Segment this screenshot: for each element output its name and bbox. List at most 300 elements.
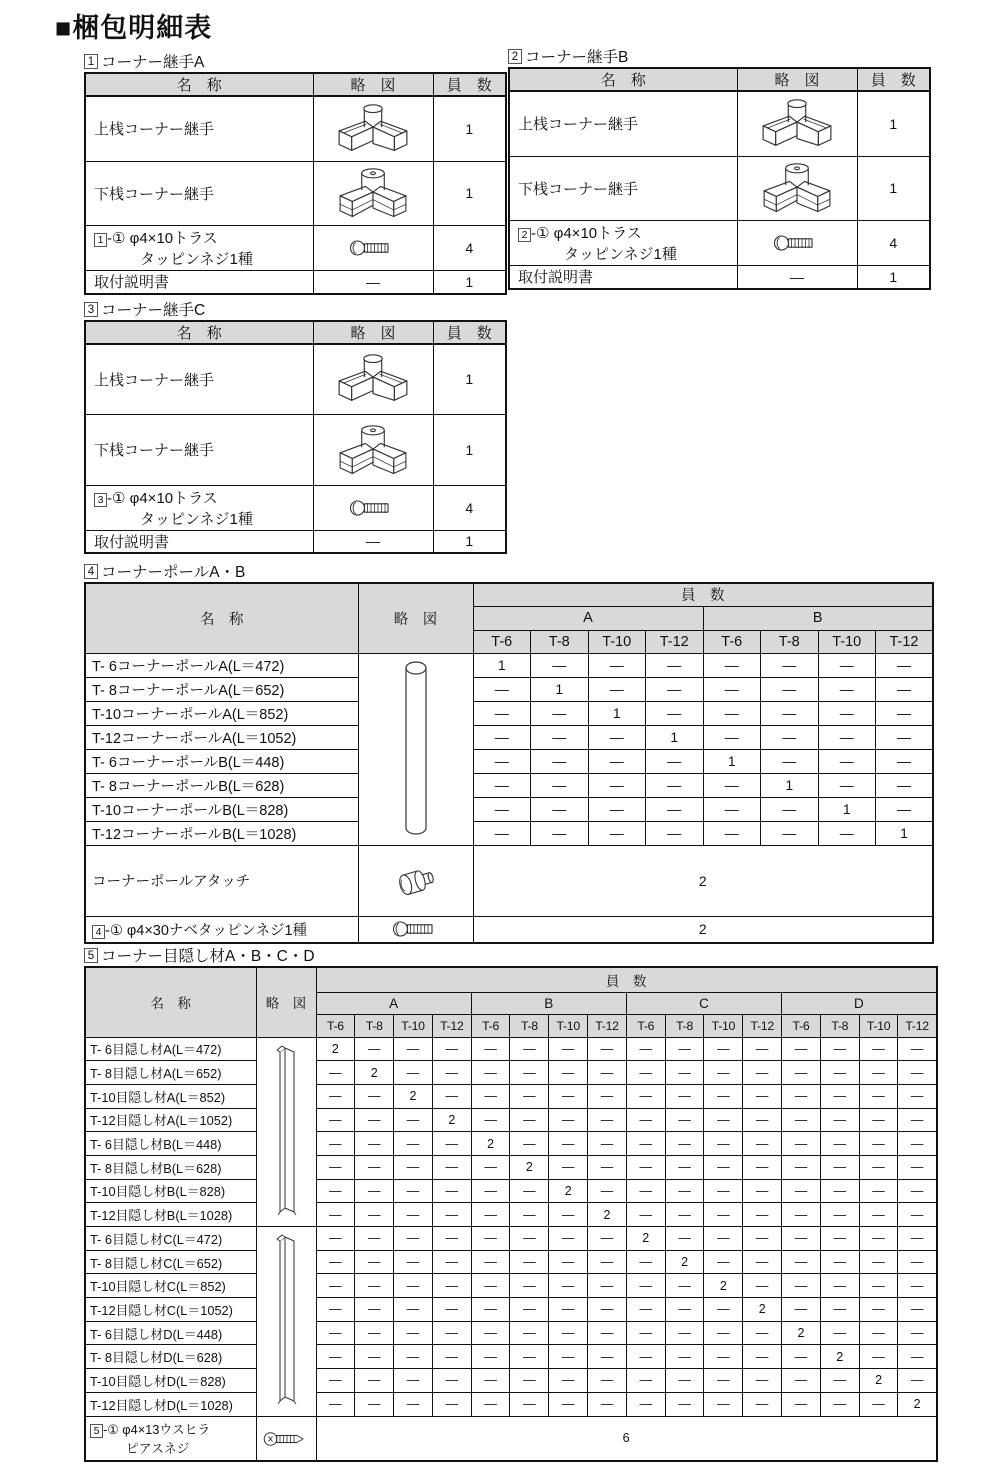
name-header: 名 称 — [85, 967, 256, 1037]
part-name: T-12目隠し材A(L＝1052) — [85, 1108, 256, 1132]
quantity-cell: — — [859, 1298, 898, 1322]
name-header: 名 称 — [85, 321, 313, 344]
quantity-cell: — — [473, 725, 531, 749]
quantity-cell: — — [549, 1203, 588, 1227]
quantity-cell: — — [588, 1369, 627, 1393]
quantity-cell: 1 — [588, 701, 646, 725]
quantity-cell: 2 — [355, 1061, 394, 1085]
table-row — [85, 653, 933, 677]
table-row — [85, 485, 506, 530]
part-name: T-10目隠し材A(L＝852) — [85, 1084, 256, 1108]
section-corner-joint-c — [84, 300, 507, 554]
quantity-cell: — — [471, 1203, 510, 1227]
quantity-cell: — — [820, 1084, 859, 1108]
quantity-cell: — — [665, 1155, 704, 1179]
quantity-cell: — — [549, 1132, 588, 1156]
quantity-cell: — — [743, 1227, 782, 1251]
quantity-cell: — — [510, 1061, 549, 1085]
table-row — [85, 270, 506, 294]
quantity-cell: — — [549, 1061, 588, 1085]
item-number-box: 3 — [94, 493, 107, 507]
quantity-cell: — — [588, 1274, 627, 1298]
group-header: D — [782, 992, 937, 1014]
part-name: T- 8目隠し材D(L＝628) — [85, 1345, 256, 1369]
screw-name-line1: 1 -① φ4×10トラス — [94, 227, 313, 248]
quantity-cell: — — [471, 1227, 510, 1251]
quantity-cell: — — [549, 1345, 588, 1369]
part-name: T- 6目隠し材D(L＝448) — [85, 1321, 256, 1345]
quantity-cell: — — [818, 653, 876, 677]
quantity-cell: — — [876, 773, 934, 797]
quantity-cell: — — [704, 1061, 743, 1085]
quantity-cell: 1 — [433, 414, 506, 485]
table-row — [85, 1345, 937, 1369]
quantity-cell: — — [471, 1108, 510, 1132]
group-header: A — [316, 992, 471, 1014]
table-row — [85, 225, 506, 270]
part-name: 上桟コーナー継手 — [509, 91, 737, 156]
size-header: T-12 — [432, 1014, 471, 1037]
quantity-cell: — — [626, 1203, 665, 1227]
quantity-cell: — — [646, 773, 704, 797]
part-name: 下桟コーナー継手 — [509, 156, 737, 220]
screw-part-name — [85, 485, 313, 530]
size-header: T-8 — [761, 630, 819, 653]
table-row — [85, 1274, 937, 1298]
part-name: T-12コーナーポールB(L＝1028) — [85, 821, 358, 845]
quantity-cell: — — [704, 1179, 743, 1203]
quantity-cell: — — [898, 1132, 937, 1156]
quantity-cell: — — [471, 1155, 510, 1179]
quantity-cell: — — [432, 1274, 471, 1298]
part-name: T- 8コーナーポールA(L＝652) — [85, 677, 358, 701]
quantity-cell: — — [782, 1037, 821, 1061]
quantity-cell: — — [473, 773, 531, 797]
quantity-cell: — — [704, 1227, 743, 1251]
quantity-cell: — — [859, 1203, 898, 1227]
quantity-cell: — — [549, 1084, 588, 1108]
quantity-cell: — — [703, 677, 761, 701]
quantity-cell: — — [743, 1203, 782, 1227]
part-name: 下桟コーナー継手 — [85, 414, 313, 485]
quantity-cell: — — [743, 1155, 782, 1179]
quantity-cell: — — [355, 1179, 394, 1203]
quantity-cell: — — [898, 1298, 937, 1322]
sketch-header: 略 図 — [358, 583, 473, 653]
table-row — [85, 96, 506, 161]
quantity-cell: — — [703, 701, 761, 725]
quantity-cell: — — [820, 1155, 859, 1179]
quantity-cell: — — [588, 1321, 627, 1345]
screw-name-line2: ピアスネジ — [126, 1441, 190, 1457]
quantity-cell: 1 — [876, 821, 934, 845]
quantity-cell: — — [588, 749, 646, 773]
section-number-box: 2 — [508, 49, 522, 64]
quantity-cell: — — [355, 1274, 394, 1298]
quantity-cell: 1 — [761, 773, 819, 797]
quantity-cell: — — [394, 1203, 433, 1227]
upper-corner-joint-sketch — [313, 96, 433, 161]
quantity-cell: — — [316, 1392, 355, 1416]
table-row — [509, 156, 930, 220]
size-header: T-6 — [782, 1014, 821, 1037]
table-row — [85, 1179, 937, 1203]
table-row — [85, 701, 933, 725]
quantity-cell: — — [549, 1227, 588, 1251]
quantity-cell: 2 — [316, 1037, 355, 1061]
quantity-cell: — — [859, 1084, 898, 1108]
table-row — [85, 1084, 937, 1108]
quantity-cell: — — [704, 1084, 743, 1108]
item-number-box: 2 — [518, 228, 531, 242]
quantity-cell: — — [876, 749, 934, 773]
quantity-cell: 2 — [510, 1155, 549, 1179]
quantity-cell: — — [820, 1298, 859, 1322]
quantity-cell: — — [743, 1392, 782, 1416]
quantity-cell: — — [665, 1203, 704, 1227]
group-header: B — [471, 992, 626, 1014]
size-header: T-6 — [703, 630, 761, 653]
quantity-cell: 1 — [433, 270, 506, 294]
table-row — [85, 1037, 937, 1061]
quantity-cell: — — [782, 1061, 821, 1085]
pole-attach-sketch — [358, 845, 473, 916]
quantity-cell: — — [859, 1155, 898, 1179]
upper-corner-joint-sketch — [737, 91, 857, 156]
quantity-cell: — — [471, 1179, 510, 1203]
part-name: T-10コーナーポールA(L＝852) — [85, 701, 358, 725]
quantity-cell: — — [588, 725, 646, 749]
quantity-cell: — — [355, 1321, 394, 1345]
quantity-cell: — — [626, 1298, 665, 1322]
quantity-cell: — — [704, 1132, 743, 1156]
quantity-cell: — — [588, 773, 646, 797]
quantity-cell: — — [898, 1250, 937, 1274]
section-title-text: コーナー継手C — [101, 302, 206, 319]
size-header: T-12 — [876, 630, 934, 653]
table-row — [85, 821, 933, 845]
quantity-cell: — — [743, 1345, 782, 1369]
quantity-cell: — — [782, 1369, 821, 1393]
quantity-cell: — — [394, 1392, 433, 1416]
quantity-cell: — — [473, 677, 531, 701]
size-header: T-8 — [820, 1014, 859, 1037]
quantity-cell: — — [859, 1179, 898, 1203]
screw-part-name — [85, 1416, 256, 1461]
quantity-cell: — — [859, 1345, 898, 1369]
size-header: T-10 — [859, 1014, 898, 1037]
quantity-cell: — — [898, 1369, 937, 1393]
table-row — [85, 725, 933, 749]
quantity-cell: 2 — [471, 1132, 510, 1156]
quantity-cell: 2 — [820, 1345, 859, 1369]
quantity-cell: — — [588, 1132, 627, 1156]
quantity-cell: 2 — [473, 845, 933, 916]
quantity-cell: — — [316, 1084, 355, 1108]
part-name: T- 8目隠し材C(L＝652) — [85, 1250, 256, 1274]
quantity-cell: — — [316, 1345, 355, 1369]
quantity-cell: — — [743, 1061, 782, 1085]
quantity-cell: — — [471, 1298, 510, 1322]
quantity-cell: — — [588, 1227, 627, 1251]
quantity-cell: 1 — [646, 725, 704, 749]
table-row — [85, 73, 506, 96]
section-corner-joint-b — [508, 47, 931, 290]
quantity-cell: — — [531, 653, 589, 677]
quantity-cell: — — [665, 1037, 704, 1061]
part-name: T- 6目隠し材A(L＝472) — [85, 1037, 256, 1061]
quantity-cell: — — [626, 1345, 665, 1369]
qty-header: 員 数 — [473, 583, 933, 606]
part-name: T- 8コーナーポールB(L＝628) — [85, 773, 358, 797]
quantity-cell: — — [432, 1321, 471, 1345]
quantity-cell: — — [510, 1179, 549, 1203]
quantity-cell: — — [782, 1250, 821, 1274]
quantity-cell: — — [510, 1250, 549, 1274]
quantity-cell: — — [820, 1227, 859, 1251]
quantity-cell: — — [761, 821, 819, 845]
screw-name-line1: 5 -① φ4×13ウスヒラ — [90, 1419, 256, 1438]
quantity-cell: 1 — [857, 156, 930, 220]
table-row — [509, 220, 930, 265]
quantity-cell: — — [471, 1274, 510, 1298]
quantity-cell: — — [510, 1227, 549, 1251]
screw-part-name — [509, 220, 737, 265]
quantity-cell: — — [898, 1345, 937, 1369]
quantity-cell: — — [432, 1037, 471, 1061]
quantity-cell: 1 — [818, 797, 876, 821]
quantity-cell: — — [355, 1369, 394, 1393]
quantity-cell: — — [549, 1298, 588, 1322]
quantity-cell: — — [782, 1345, 821, 1369]
quantity-cell: — — [782, 1132, 821, 1156]
parts-table — [84, 72, 507, 295]
quantity-cell: — — [316, 1321, 355, 1345]
screw-name-line2: タッピンネジ1種 — [564, 245, 677, 263]
sketch-header: 略 図 — [256, 967, 316, 1037]
size-header: T-10 — [704, 1014, 743, 1037]
truss-screw-sketch — [313, 485, 433, 530]
quantity-cell: — — [743, 1321, 782, 1345]
upper-corner-joint-sketch — [313, 344, 433, 414]
quantity-cell: — — [704, 1250, 743, 1274]
quantity-cell: — — [782, 1179, 821, 1203]
part-name: 上桟コーナー継手 — [85, 96, 313, 161]
quantity-cell: — — [473, 821, 531, 845]
quantity-cell: — — [510, 1203, 549, 1227]
quantity-cell: — — [626, 1179, 665, 1203]
table-row — [85, 677, 933, 701]
quantity-cell: — — [665, 1084, 704, 1108]
quantity-cell: — — [704, 1155, 743, 1179]
part-name: T-10目隠し材B(L＝828) — [85, 1179, 256, 1203]
quantity-cell: — — [316, 1227, 355, 1251]
blind-profile-sketch — [256, 1227, 316, 1417]
part-name: 取付説明書 — [85, 530, 313, 553]
quantity-cell: — — [704, 1298, 743, 1322]
table-row — [85, 1132, 937, 1156]
size-header: T-8 — [510, 1014, 549, 1037]
quantity-cell: 2 — [898, 1392, 937, 1416]
quantity-cell: — — [898, 1084, 937, 1108]
no-sketch-dash: — — [313, 530, 433, 553]
quantity-cell: — — [665, 1132, 704, 1156]
screw-name-line1: 2 -① φ4×10トラス — [518, 222, 737, 243]
quantity-cell: — — [818, 749, 876, 773]
item-number-box: 5 — [90, 1424, 103, 1438]
quantity-cell: — — [432, 1369, 471, 1393]
screw-part-name — [85, 916, 358, 943]
quantity-cell: — — [473, 797, 531, 821]
size-header: T-10 — [588, 630, 646, 653]
quantity-cell: — — [898, 1037, 937, 1061]
quantity-cell: — — [471, 1061, 510, 1085]
quantity-cell: — — [316, 1061, 355, 1085]
quantity-cell: — — [665, 1108, 704, 1132]
table-row — [85, 1416, 937, 1461]
quantity-cell: — — [818, 821, 876, 845]
section-title — [84, 300, 507, 318]
quantity-cell: 1 — [433, 96, 506, 161]
quantity-cell: — — [626, 1108, 665, 1132]
quantity-cell: — — [355, 1108, 394, 1132]
quantity-cell: — — [355, 1298, 394, 1322]
quantity-cell: — — [626, 1274, 665, 1298]
section-number-box: 5 — [84, 948, 98, 963]
table-row — [85, 1108, 937, 1132]
quantity-cell: — — [876, 677, 934, 701]
size-header: T-6 — [626, 1014, 665, 1037]
quantity-cell: — — [316, 1132, 355, 1156]
quantity-cell: — — [549, 1250, 588, 1274]
table-row — [85, 161, 506, 225]
quantity-cell: — — [394, 1037, 433, 1061]
quantity-cell: — — [743, 1132, 782, 1156]
screw-part-name — [85, 225, 313, 270]
part-name: 取付説明書 — [509, 265, 737, 289]
quantity-cell: — — [703, 653, 761, 677]
size-header: T-8 — [355, 1014, 394, 1037]
quantity-cell: — — [588, 1179, 627, 1203]
size-header: T-6 — [471, 1014, 510, 1037]
quantity-cell: 1 — [433, 161, 506, 225]
lower-corner-joint-sketch — [313, 414, 433, 485]
quantity-cell: — — [316, 1274, 355, 1298]
quantity-cell: — — [626, 1321, 665, 1345]
table-row — [509, 91, 930, 156]
table-row — [85, 845, 933, 916]
quantity-cell: — — [761, 677, 819, 701]
quantity-cell: — — [665, 1345, 704, 1369]
item-number-box: 4 — [92, 925, 105, 939]
section-corner-pole — [84, 562, 934, 944]
quantity-cell: 1 — [531, 677, 589, 701]
parts-table — [84, 582, 934, 944]
parts-table — [84, 966, 938, 1462]
quantity-cell: — — [818, 725, 876, 749]
truss-screw-sketch — [737, 220, 857, 265]
quantity-cell: — — [588, 1155, 627, 1179]
size-header: T-12 — [898, 1014, 937, 1037]
quantity-cell: — — [665, 1369, 704, 1393]
quantity-cell: — — [704, 1321, 743, 1345]
section-title-text: コーナーポールA・B — [101, 564, 246, 581]
table-row — [85, 1203, 937, 1227]
no-sketch-dash: — — [313, 270, 433, 294]
section-blind-material — [84, 946, 938, 1462]
quantity-cell: — — [316, 1179, 355, 1203]
quantity-cell: — — [510, 1298, 549, 1322]
size-header: T-12 — [743, 1014, 782, 1037]
quantity-cell: — — [743, 1274, 782, 1298]
section-number-box: 4 — [84, 564, 98, 579]
quantity-cell: — — [588, 797, 646, 821]
sketch-header: 略 図 — [737, 68, 857, 91]
part-name: T-12コーナーポールA(L＝1052) — [85, 725, 358, 749]
page-title: ■梱包明細表 — [55, 13, 213, 43]
quantity-cell: — — [432, 1250, 471, 1274]
quantity-cell: — — [820, 1037, 859, 1061]
quantity-cell: — — [704, 1037, 743, 1061]
quantity-cell: — — [626, 1061, 665, 1085]
quantity-cell: — — [626, 1037, 665, 1061]
quantity-cell: — — [588, 1250, 627, 1274]
quantity-cell: — — [704, 1392, 743, 1416]
quantity-cell: — — [898, 1274, 937, 1298]
quantity-cell: — — [703, 725, 761, 749]
quantity-cell: 2 — [394, 1084, 433, 1108]
parts-table — [84, 320, 507, 554]
quantity-cell: — — [432, 1345, 471, 1369]
section-title-text: コーナー目隠し材A・B・C・D — [101, 948, 315, 965]
quantity-cell: — — [588, 1298, 627, 1322]
quantity-cell: — — [588, 677, 646, 701]
section-title-text: コーナー継手A — [101, 54, 205, 71]
table-row — [85, 530, 506, 553]
quantity-cell: — — [549, 1369, 588, 1393]
size-header: T-12 — [588, 1014, 627, 1037]
table-row — [85, 1061, 937, 1085]
quantity-cell: — — [859, 1108, 898, 1132]
quantity-cell: — — [820, 1132, 859, 1156]
quantity-cell: 1 — [857, 265, 930, 289]
quantity-cell: — — [704, 1108, 743, 1132]
part-name: T-10コーナーポールB(L＝828) — [85, 797, 358, 821]
table-row — [85, 321, 506, 344]
part-name: T-10目隠し材C(L＝852) — [85, 1274, 256, 1298]
quantity-cell: 1 — [473, 653, 531, 677]
quantity-cell: — — [394, 1250, 433, 1274]
quantity-cell: — — [665, 1321, 704, 1345]
quantity-cell: — — [316, 1298, 355, 1322]
quantity-cell: — — [588, 1345, 627, 1369]
quantity-cell: — — [859, 1227, 898, 1251]
qty-header: 員 数 — [433, 321, 506, 344]
quantity-cell: — — [355, 1084, 394, 1108]
section-title — [508, 47, 931, 65]
quantity-cell: — — [394, 1274, 433, 1298]
quantity-cell: — — [898, 1061, 937, 1085]
quantity-cell: — — [355, 1203, 394, 1227]
size-header: T-10 — [818, 630, 876, 653]
group-header: C — [626, 992, 781, 1014]
quantity-cell: — — [743, 1250, 782, 1274]
quantity-cell: — — [782, 1203, 821, 1227]
quantity-cell: — — [549, 1392, 588, 1416]
quantity-cell: — — [432, 1298, 471, 1322]
quantity-cell: — — [820, 1369, 859, 1393]
sketch-header: 略 図 — [313, 73, 433, 96]
